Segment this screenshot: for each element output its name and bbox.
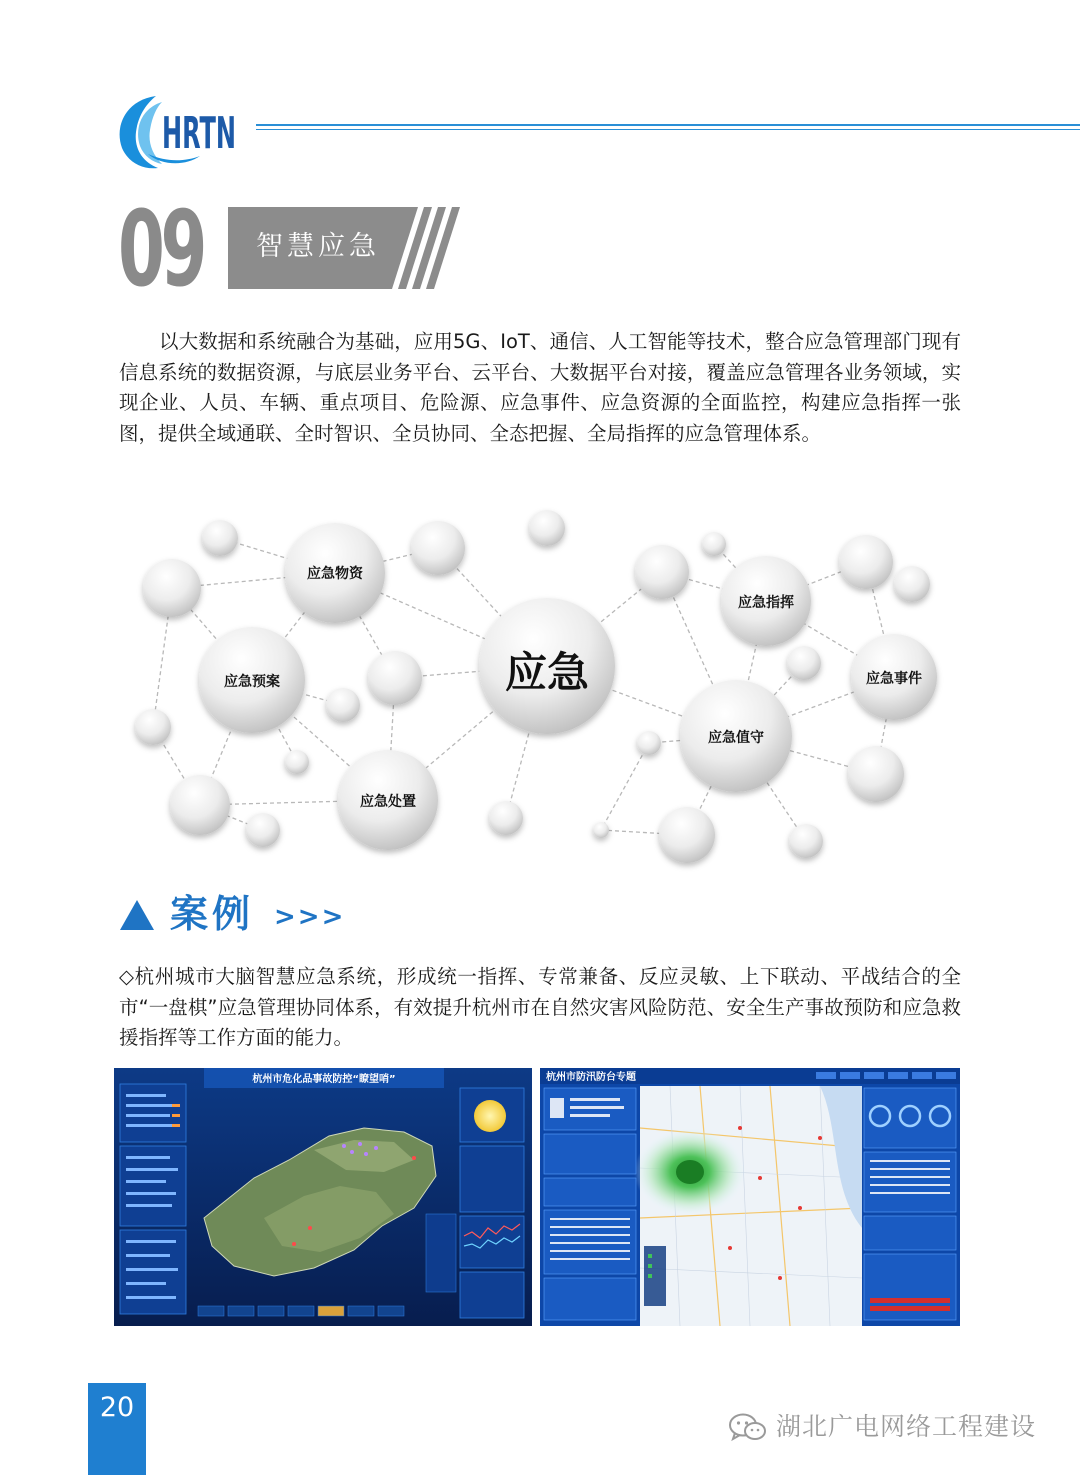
header-divider bbox=[256, 124, 1080, 132]
case-heading-label: 案例 bbox=[170, 892, 255, 936]
case-paragraph: ◇杭州城市大脑智慧应急系统，形成统一指挥、专常兼备、反应灵敏、上下联动、平战结合的全市“一盘棋”应急管理协同体系，有效提升杭州市在自然灾害风险防范、安全生产事故预防和应急救援指挥等工作方面的能力。 bbox=[119, 965, 961, 1049]
section-title: 智慧应急 bbox=[256, 231, 380, 262]
company-logo bbox=[112, 92, 242, 170]
node-label-duty: 应急值守 bbox=[708, 730, 764, 746]
node-label-plan: 应急预案 bbox=[224, 674, 280, 690]
node-label-handling: 应急处置 bbox=[360, 794, 416, 810]
node-label-event: 应急事件 bbox=[866, 671, 922, 687]
section-number: 09 bbox=[118, 188, 204, 310]
dashboard-screenshot-flood-control bbox=[540, 1068, 960, 1326]
emergency-bubble-diagram bbox=[110, 500, 970, 880]
shot2-title: 杭州市防汛防台专题 bbox=[546, 1072, 636, 1083]
wechat-watermark bbox=[728, 1408, 1068, 1448]
wechat-icon bbox=[728, 1412, 768, 1444]
diagram-center-label: 应急 bbox=[504, 648, 590, 697]
dashboard-screenshot-hazchem bbox=[114, 1068, 532, 1326]
shot1-title: 杭州市危化品事故防控“瞭望哨” bbox=[252, 1074, 396, 1085]
triangle-icon bbox=[120, 900, 154, 930]
node-label-supplies: 应急物资 bbox=[307, 566, 363, 582]
page-number: 20 bbox=[99, 1392, 135, 1423]
logo-text: HRTN bbox=[162, 108, 236, 159]
case-heading-arrows: >>> bbox=[274, 902, 346, 932]
intro-paragraph: 以大数据和系统融合为基础，应用5G、IoT、通信、人工智能等技术，整合应急管理部门现有信息系统的数据资源，与底层业务平台、云平台、大数据平台对接，覆盖应急管理各业务领域，实现企业、人员、车辆、重点项目、危险源、应急事件、应急资源的全面监控，构建应急指挥一张图，提供全域通联、全时智识、全员协同、全态把握、全局指挥的应急管理体系。 bbox=[119, 330, 961, 445]
wechat-account-name: 湖北广电网络工程建设 bbox=[776, 1412, 1037, 1441]
node-label-command: 应急指挥 bbox=[738, 595, 794, 611]
